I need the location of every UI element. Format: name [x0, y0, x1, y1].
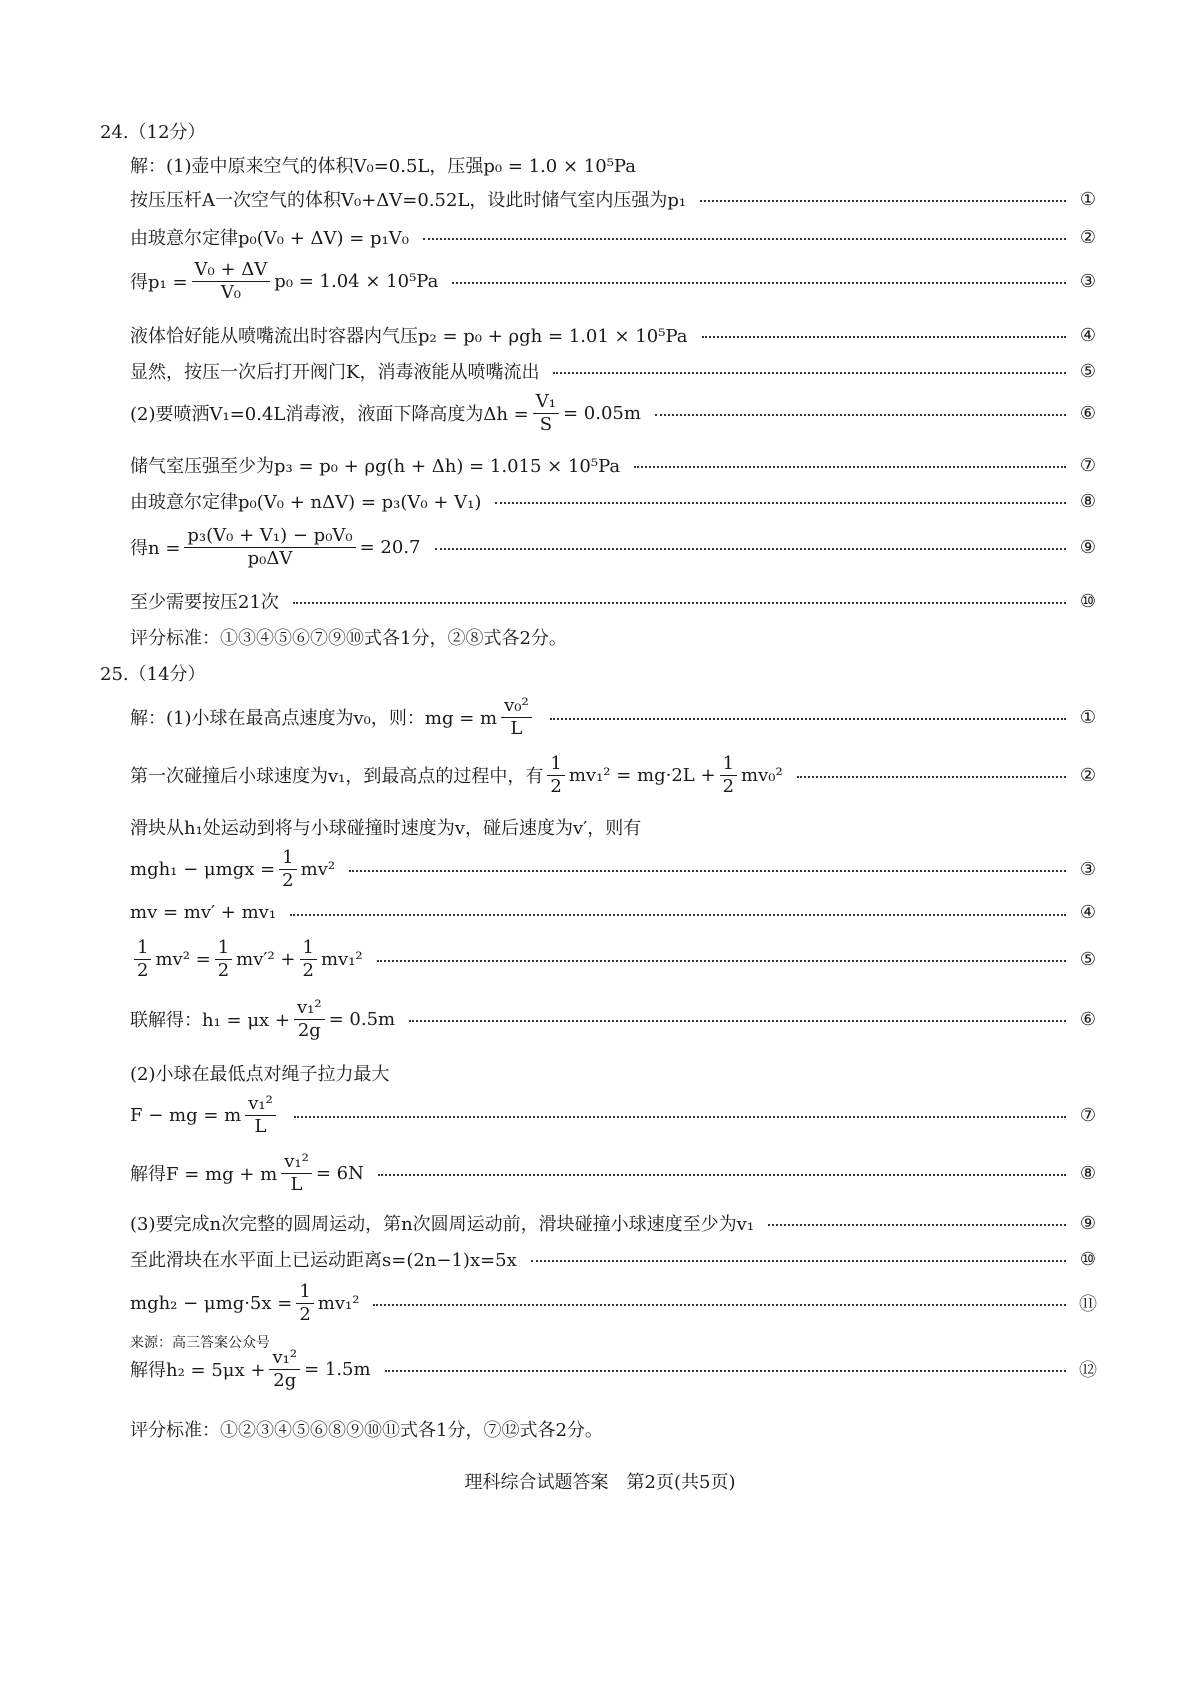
eq-number: ⑦: [1079, 454, 1097, 476]
q25-line-5: mv = mv′ + mv₁ ④: [130, 902, 1100, 923]
eq-number: ④: [1079, 902, 1097, 923]
eq-number: ⑥: [1079, 402, 1097, 424]
eq-number: ③: [1079, 858, 1097, 880]
fraction: $\frac{\text{v₁²}}{L}$: [281, 1152, 312, 1195]
q24-line-10: 得n = $\frac{\text{p₃(V₀ + V₁) − p₀V₀}}{\text{p₀ΔV}}$ = 20.7 ⑨: [130, 526, 1100, 569]
q24-line-7: (2)要喷洒V₁=0.4L消毒液，液面下降高度为Δh = $\frac{\text{V₁}}{S}$ = 0.05m ⑥: [130, 392, 1100, 435]
q24-line-8: 储气室压强至少为p₃ = p₀ + ρg(h + Δh) = 1.015 × 10⁵Pa ⑦: [130, 452, 1100, 478]
q25-line-7: 联解得：h₁ = μx + $\frac{\text{v₁²}}{2g}$ = 0.5m ⑥: [130, 998, 1100, 1041]
q24-line-9: 由玻意尔定律p₀(V₀ + nΔV) = p₃(V₀ + V₁) ⑧: [130, 488, 1100, 514]
q25-line-12: 至此滑块在水平面上已运动距离s=(2n−1)x=5x ⑩: [130, 1246, 1100, 1272]
q25-line-3: 滑块从h₁处运动到将与小球碰撞时速度为v，碰后速度为v′，则有: [130, 818, 642, 839]
fraction: $\frac{\text{V₁}}{S}$: [533, 392, 559, 435]
eq-number: ⑩: [1079, 590, 1097, 612]
fraction: $\frac{1}{2}$: [547, 754, 564, 797]
fraction: $\frac{1}{2}$: [279, 848, 296, 891]
q25-line-13: mgh₂ − μmg·5x = $\frac{1}{2}$ mv₁² ⑪: [130, 1282, 1100, 1325]
eq-number: ⑦: [1079, 1104, 1097, 1126]
q24-line-3: 由玻意尔定律p₀(V₀ + ΔV) = p₁V₀ ②: [130, 224, 1100, 250]
eq-number: ⑨: [1079, 536, 1097, 558]
eq-number: ②: [1079, 764, 1097, 786]
eq-number: ⑧: [1079, 1162, 1097, 1184]
fraction: $\frac{1}{2}$: [215, 938, 232, 981]
fraction: $\frac{\text{v₀²}}{L}$: [501, 696, 532, 739]
q24-line-1: 解：(1)壶中原来空气的体积V₀=0.5L，压强p₀ = 1.0 × 10⁵Pa: [130, 156, 636, 177]
eq-number: ⑩: [1079, 1248, 1097, 1270]
q25-line-4: mgh₁ − μmgx = $\frac{1}{2}$ mv² ③: [130, 848, 1100, 891]
fraction: $\frac{\text{p₃(V₀ + V₁) − p₀V₀}}{\text{p₀ΔV}}$: [184, 526, 355, 569]
eq-number: ⑨: [1079, 1212, 1097, 1234]
fraction: $\frac{1}{2}$: [296, 1282, 313, 1325]
eq-number: ④: [1079, 324, 1097, 346]
page-footer: 理科综合试题答案 第2页(共5页): [464, 1472, 736, 1493]
eq-number: ②: [1079, 226, 1097, 248]
q24-line-5: 液体恰好能从喷嘴流出时容器内气压p₂ = p₀ + ρgh = 1.01 × 10⁵Pa ④: [130, 322, 1100, 348]
eq-number: ⑥: [1079, 1008, 1097, 1030]
fraction: $\frac{\text{v₁²}}{2g}$: [294, 998, 325, 1041]
eq-number: ⑪: [1079, 1294, 1097, 1316]
q25-line-9: F − mg = m $\frac{\text{v₁²}}{L}$ ⑦: [130, 1094, 1100, 1137]
q24-scoring: 评分标准：①③④⑤⑥⑦⑨⑩式各1分，②⑧式各2分。: [130, 628, 567, 649]
eq-number: ⑤: [1079, 948, 1097, 970]
eq-number: ⑫: [1079, 1360, 1097, 1382]
q25-line-11: (3)要完成n次完整的圆周运动，第n次圆周运动前，滑块碰撞小球速度至少为v₁ ⑨: [130, 1210, 1100, 1236]
q25-line-10: 解得F = mg + m $\frac{\text{v₁²}}{L}$ = 6N ⑧: [130, 1152, 1100, 1195]
eq-number: ①: [1079, 188, 1097, 210]
eq-number: ③: [1079, 270, 1097, 292]
fraction: $\frac{1}{2}$: [134, 938, 151, 981]
q24-line-4: 得p₁ = $\frac{\text{V₀ + ΔV}}{\text{V₀}}$ p₀ = 1.04 × 10⁵Pa ③: [130, 260, 1100, 303]
eq-number: ⑤: [1079, 360, 1097, 382]
q25-line-8: (2)小球在最低点对绳子拉力最大: [130, 1064, 390, 1085]
q24-line-11: 至少需要按压21次 ⑩: [130, 588, 1100, 614]
q25-line-14: 解得h₂ = 5μx + $\frac{\text{v₁²}}{2g}$ = 1.5m ⑫: [130, 1348, 1100, 1391]
q25-line-1: 解：(1)小球在最高点速度为v₀，则：mg = m $\frac{\text{v₀²}}{L}$ ①: [130, 696, 1100, 739]
fraction: $\frac{\text{v₁²}}{L}$: [245, 1094, 276, 1137]
eq-number: ①: [1079, 706, 1097, 728]
q24-line-2: 按压压杆A一次空气的体积V₀+ΔV=0.52L，设此时储气室内压强为p₁ ①: [130, 186, 1100, 212]
q24-header: 24.（12分）: [100, 122, 206, 143]
q25-header: 25.（14分）: [100, 664, 206, 685]
q24-line-6: 显然，按压一次后打开阀门K，消毒液能从喷嘴流出 ⑤: [130, 358, 1100, 384]
fraction: $\frac{\text{v₁²}}{2g}$: [269, 1348, 300, 1391]
eq-number: ⑧: [1079, 490, 1097, 512]
source-note: 来源：高三答案公众号: [130, 1335, 270, 1351]
fraction: $\frac{\text{V₀ + ΔV}}{\text{V₀}}$: [192, 260, 271, 303]
fraction: $\frac{1}{2}$: [720, 754, 737, 797]
q25-scoring: 评分标准：①②③④⑤⑥⑧⑨⑩⑪式各1分，⑦⑫式各2分。: [130, 1420, 603, 1441]
q25-line-2: 第一次碰撞后小球速度为v₁，到最高点的过程中，有 $\frac{1}{2}$ mv₁² = mg·2L + $\frac{1}{2}$ mv₀² ②: [130, 754, 1100, 797]
q25-line-6: $\frac{1}{2}$ mv² = $\frac{1}{2}$ mv′² + $\frac{1}{2}$ mv₁² ⑤: [130, 938, 1100, 981]
fraction: $\frac{1}{2}$: [300, 938, 317, 981]
